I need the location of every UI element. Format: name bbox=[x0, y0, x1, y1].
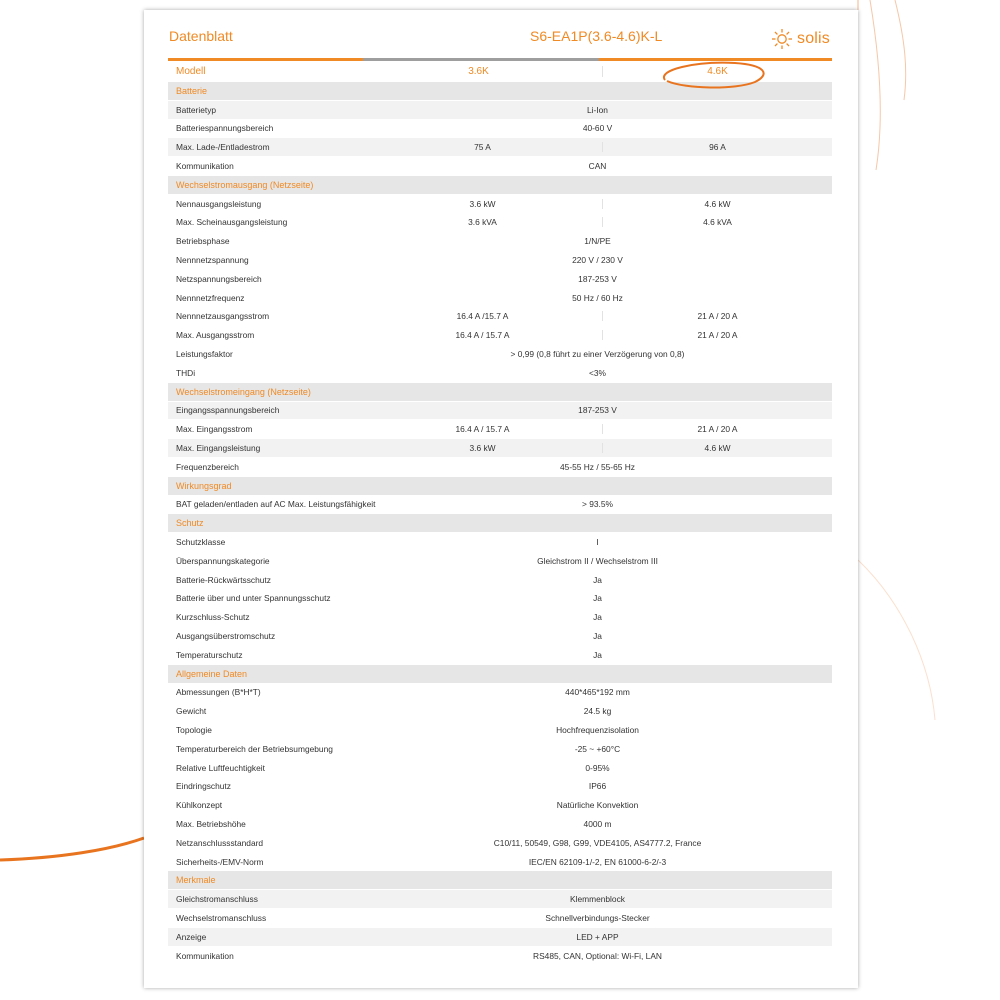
spec-value: IEC/EN 62109-1/-2, EN 61000-6-2/-3 bbox=[528, 856, 667, 867]
spec-label: Überspannungskategorie bbox=[176, 555, 270, 566]
spec-value-3-6k: 16.4 A / 15.7 A bbox=[455, 330, 510, 341]
spec-value-4-6k: 21 A / 20 A bbox=[602, 424, 832, 434]
spec-row bbox=[168, 458, 832, 477]
spec-label: Nennnetzausgangsstrom bbox=[176, 311, 270, 322]
spec-label: Leistungsfaktor bbox=[176, 349, 233, 360]
section-title: Schutz bbox=[176, 518, 204, 529]
spec-label: Batteriespannungsbereich bbox=[176, 123, 274, 134]
spec-value-3-6k: 75 A bbox=[474, 142, 491, 153]
spec-value-4-6k: 4.6 kW bbox=[602, 199, 832, 209]
spec-row bbox=[168, 740, 832, 759]
spec-label: Temperaturschutz bbox=[176, 649, 243, 660]
spec-value: -25 ~ +60°C bbox=[574, 743, 621, 754]
spec-label: Netzspannungsbereich bbox=[176, 273, 262, 284]
header-rule-middle bbox=[363, 58, 599, 61]
spec-row bbox=[168, 571, 832, 590]
spec-value: Ja bbox=[593, 612, 602, 623]
spec-row bbox=[168, 214, 832, 233]
spec-value: 4000 m bbox=[583, 818, 612, 829]
spec-row bbox=[168, 608, 832, 627]
spec-label: Anzeige bbox=[176, 931, 207, 942]
spec-row bbox=[168, 533, 832, 552]
section-title: Wirkungsgrad bbox=[176, 480, 232, 491]
spec-label: Relative Luftfeuchtigkeit bbox=[176, 762, 265, 773]
spec-table bbox=[168, 62, 832, 965]
spec-label: Max. Scheinausgangsleistung bbox=[176, 217, 288, 228]
spec-value: I bbox=[596, 537, 599, 548]
spec-label: Temperaturbereich der Betriebsumgebung bbox=[176, 743, 333, 754]
spec-label: Gewicht bbox=[176, 706, 207, 717]
brand-name: solis bbox=[797, 30, 831, 47]
spec-row bbox=[168, 289, 832, 308]
spec-value-3-6k: 3.6 kVA bbox=[468, 217, 497, 228]
spec-row bbox=[168, 251, 832, 270]
spec-label: Max. Ausgangsstrom bbox=[176, 330, 255, 341]
spec-label: Eingangsspannungsbereich bbox=[176, 405, 280, 416]
model-value-4-6k bbox=[602, 66, 832, 77]
spec-row bbox=[168, 364, 832, 383]
page-title: Datenblatt bbox=[169, 28, 233, 44]
spec-value-3-6k: 3.6 kW bbox=[469, 443, 496, 454]
spec-value-4-6k: 4.6 kVA bbox=[602, 217, 832, 227]
spec-value: Natürliche Konvektion bbox=[556, 800, 639, 811]
model-title: S6-EA1P(3.6-4.6)K-L bbox=[530, 28, 663, 44]
spec-row bbox=[168, 402, 832, 421]
spec-value-4-6k: 4.6 kW bbox=[602, 443, 832, 453]
model-label: Modell bbox=[176, 66, 206, 77]
spec-row bbox=[168, 195, 832, 214]
spec-label: Netzanschlussstandard bbox=[176, 837, 264, 848]
spec-row bbox=[168, 420, 832, 439]
spec-value: 220 V / 230 V bbox=[572, 255, 623, 266]
spec-label: Eindringschutz bbox=[176, 781, 231, 792]
spec-row bbox=[168, 439, 832, 458]
spec-value-4-6k: 21 A / 20 A bbox=[602, 311, 832, 321]
spec-row bbox=[168, 552, 832, 571]
section-header bbox=[168, 871, 832, 890]
spec-value: CAN bbox=[588, 161, 607, 172]
spec-label: Batterie-Rückwärtsschutz bbox=[176, 574, 271, 585]
spec-value: <3% bbox=[589, 367, 606, 378]
spec-row bbox=[168, 702, 832, 721]
spec-row bbox=[168, 890, 832, 909]
spec-row bbox=[168, 590, 832, 609]
spec-row bbox=[168, 138, 832, 157]
section-title: Merkmale bbox=[176, 875, 216, 886]
spec-value: Ja bbox=[593, 631, 602, 641]
spec-value: 40-60 V bbox=[582, 123, 613, 134]
section-header bbox=[168, 383, 832, 402]
spec-row bbox=[168, 232, 832, 251]
spec-label: Kommunikation bbox=[176, 161, 234, 172]
spec-row bbox=[168, 270, 832, 289]
datasheet-page bbox=[144, 10, 858, 988]
spec-value-3-6k: 3.6 kW bbox=[469, 198, 496, 209]
spec-label: Kühlkonzept bbox=[176, 800, 223, 811]
spec-value: > 0,99 (0,8 führt zu einer Verzögerung von 0,8) bbox=[510, 349, 685, 360]
spec-row bbox=[168, 947, 832, 966]
section-title: Batterie bbox=[176, 85, 208, 96]
spec-row bbox=[168, 777, 832, 796]
spec-label: Gleichstromanschluss bbox=[176, 894, 258, 905]
spec-row bbox=[168, 627, 832, 646]
spec-value: > 93.5% bbox=[582, 499, 613, 510]
spec-value: RS485, CAN, Optional: Wi-Fi, LAN bbox=[533, 950, 662, 961]
section-header bbox=[168, 665, 832, 684]
spec-label: Wechselstromanschluss bbox=[176, 912, 267, 923]
spec-value: Ja bbox=[593, 574, 602, 585]
spec-label: Nennnetzspannung bbox=[176, 255, 249, 266]
spec-label: Nennausgangsleistung bbox=[176, 198, 262, 209]
brand-logo bbox=[770, 28, 830, 50]
section-header bbox=[168, 477, 832, 496]
spec-value: Ja bbox=[593, 649, 602, 660]
spec-label: Frequenzbereich bbox=[176, 461, 239, 472]
spec-label: Nennnetzfrequenz bbox=[176, 292, 245, 303]
model-value-label: 4.6K bbox=[707, 66, 728, 77]
spec-label: BAT geladen/entladen auf AC Max. Leistungsfähigkeit bbox=[176, 499, 376, 510]
spec-value-3-6k: 16.4 A /15.7 A bbox=[456, 311, 509, 322]
spec-row bbox=[168, 646, 832, 665]
spec-label: Max. Lade-/Entladestrom bbox=[176, 142, 270, 153]
spec-value-4-6k: 21 A / 20 A bbox=[602, 330, 832, 340]
spec-row bbox=[168, 496, 832, 515]
spec-label: Sicherheits-/EMV-Norm bbox=[176, 856, 264, 867]
section-header bbox=[168, 514, 832, 533]
spec-value: IP66 bbox=[588, 781, 607, 792]
sun-icon bbox=[770, 28, 794, 50]
spec-label: Max. Eingangsleistung bbox=[176, 443, 261, 454]
spec-row bbox=[168, 721, 832, 740]
spec-label: Schutzklasse bbox=[176, 537, 226, 548]
spec-value: Schnellverbindungs-Stecker bbox=[545, 912, 650, 923]
spec-value: Hochfrequenzisolation bbox=[556, 724, 639, 735]
spec-value: C10/11, 50549, G98, G99, VDE4105, AS4777.2, France bbox=[493, 837, 702, 848]
spec-row bbox=[168, 928, 832, 947]
spec-row bbox=[168, 909, 832, 928]
spec-rows bbox=[168, 82, 832, 965]
spec-row bbox=[168, 308, 832, 327]
spec-row bbox=[168, 796, 832, 815]
spec-value: Li-Ion bbox=[587, 104, 608, 115]
spec-label: Ausgangsüberstromschutz bbox=[176, 631, 276, 641]
spec-label: Batterietyp bbox=[176, 104, 217, 115]
spec-value: Gleichstrom II / Wechselstrom III bbox=[537, 555, 658, 566]
spec-row bbox=[168, 684, 832, 703]
model-row bbox=[168, 62, 832, 82]
spec-value: 187-253 V bbox=[578, 405, 617, 416]
spec-value: 187-253 V bbox=[578, 273, 617, 284]
spec-row bbox=[168, 834, 832, 853]
spec-label: Topologie bbox=[176, 724, 212, 735]
model-value-3-6k: 3.6K bbox=[468, 66, 489, 77]
section-header bbox=[168, 176, 832, 195]
spec-label: Max. Betriebshöhe bbox=[176, 818, 246, 829]
spec-value: LED + APP bbox=[576, 931, 619, 942]
section-title: Allgemeine Daten bbox=[176, 668, 248, 679]
spec-value: 24.5 kg bbox=[583, 706, 612, 717]
spec-label: Max. Eingangsstrom bbox=[176, 424, 253, 435]
spec-label: Betriebsphase bbox=[176, 236, 230, 247]
spec-value: 0-95% bbox=[585, 762, 610, 773]
spec-row bbox=[168, 326, 832, 345]
spec-label: Batterie über und unter Spannungsschutz bbox=[176, 593, 331, 604]
spec-value-3-6k: 16.4 A / 15.7 A bbox=[455, 424, 510, 435]
spec-row bbox=[168, 853, 832, 872]
spec-row bbox=[168, 815, 832, 834]
spec-row bbox=[168, 157, 832, 176]
spec-value: 440*465*192 mm bbox=[565, 687, 630, 698]
spec-value-4-6k: 96 A bbox=[602, 142, 832, 152]
spec-value: 1/N/PE bbox=[584, 236, 611, 247]
spec-label: Kurzschluss-Schutz bbox=[176, 612, 250, 623]
spec-value: Klemmenblock bbox=[570, 894, 625, 905]
header-rule-left bbox=[168, 58, 363, 61]
spec-label: Kommunikation bbox=[176, 950, 234, 961]
spec-row bbox=[168, 759, 832, 778]
spec-row bbox=[168, 345, 832, 364]
spec-value: Ja bbox=[593, 593, 602, 604]
section-title: Wechselstromeingang (Netzseite) bbox=[176, 386, 311, 397]
spec-label: Abmessungen (B*H*T) bbox=[176, 687, 261, 698]
spec-row bbox=[168, 101, 832, 120]
highlight-circle bbox=[655, 58, 773, 92]
spec-label: THDi bbox=[176, 367, 196, 378]
spec-row bbox=[168, 120, 832, 139]
spec-value: 50 Hz / 60 Hz bbox=[572, 292, 623, 303]
spec-value: 45-55 Hz / 55-65 Hz bbox=[560, 461, 635, 472]
section-title: Wechselstromausgang (Netzseite) bbox=[176, 179, 314, 190]
